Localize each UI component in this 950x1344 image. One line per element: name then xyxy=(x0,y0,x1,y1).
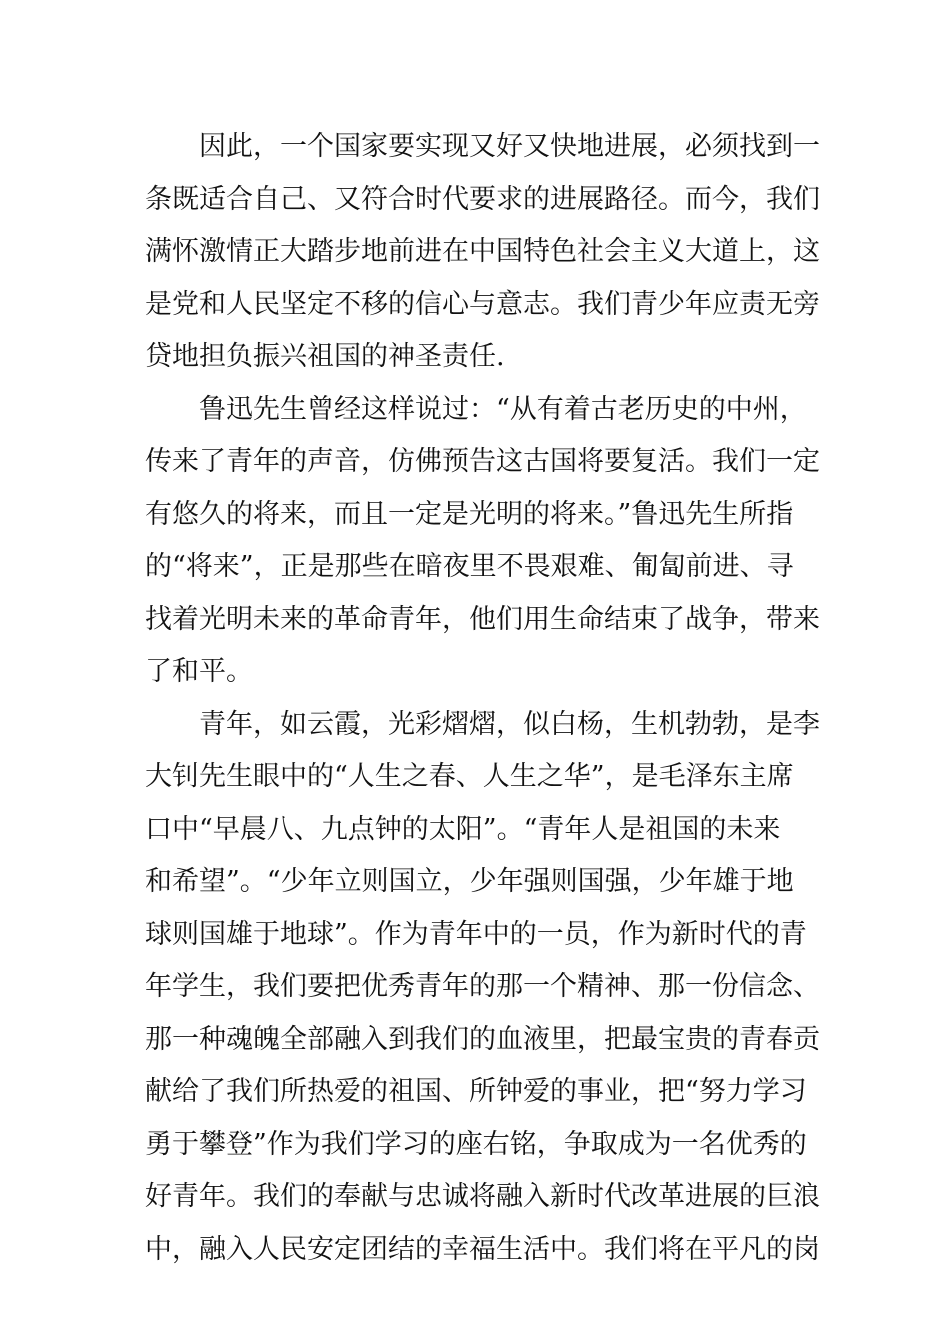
document-body xyxy=(145,121,825,1276)
text-line: 传来了青年的声音，仿佛预告这古国将要复活。我们一定 xyxy=(145,446,820,477)
text-line: 口中“早晨八、九点钟的太阳”。“青年人是祖国的未来 xyxy=(145,813,781,845)
text-line: 是党和人民坚定不移的信心与意志。我们青少年应责无旁 xyxy=(145,288,820,320)
paragraph-1 xyxy=(145,121,825,384)
text-line: 年学生，我们要把优秀青年的那一个精神、那一份信念、 xyxy=(145,971,820,1002)
paragraph-2 xyxy=(145,384,825,699)
text-line: 找着光明未来的革命青年，他们用生命结束了战争，带来 xyxy=(145,603,820,635)
text-line: 大钊先生眼中的“人生之春、人生之华”，是毛泽东主席 xyxy=(145,761,794,792)
text-line: 献给了我们所热爱的祖国、所钟爱的事业，把“努力学习 xyxy=(145,1076,807,1107)
text-line: 球则国雄于地球”。作为青年中的一员，作为新时代的青 xyxy=(145,918,807,950)
text-line: 条既适合自己、又符合时代要求的进展路径。而今，我们 xyxy=(145,183,820,215)
text-line: 了和平。 xyxy=(145,656,253,687)
text-line: 有悠久的将来，而且一定是光明的将来。”鲁迅先生所指 xyxy=(145,498,794,530)
text-line: 鲁迅先生曾经这样说过：“从有着古老历史的中州， xyxy=(199,393,807,425)
text-line: 青年，如云霞，光彩熠熠，似白杨，生机勃勃，是李 xyxy=(199,708,820,740)
text-line: 那一种魂魄全部融入到我们的血液里，把最宝贵的青春贡 xyxy=(145,1023,820,1055)
text-line: 贷地担负振兴祖国的神圣责任. xyxy=(145,341,505,372)
text-line: 的“将来”，正是那些在暗夜里不畏艰难、匍匐前进、寻 xyxy=(145,551,794,582)
text-line: 满怀激情正大踏步地前进在中国特色社会主义大道上，这 xyxy=(145,236,820,267)
paragraph-3 xyxy=(145,699,825,1277)
text-line: 勇于攀登”作为我们学习的座右铭，争取成为一名优秀的 xyxy=(145,1128,807,1160)
text-line: 因此，一个国家要实现又好又快地进展，必须找到一 xyxy=(199,131,820,162)
text-line: 好青年。我们的奉献与忠诚将融入新时代改革进展的巨浪 xyxy=(145,1181,820,1212)
text-line: 中，融入人民安定团结的幸福生活中。我们将在平凡的岗 xyxy=(145,1233,820,1265)
text-line: 和希望”。“少年立则国立，少年强则国强，少年雄于地 xyxy=(145,866,794,897)
